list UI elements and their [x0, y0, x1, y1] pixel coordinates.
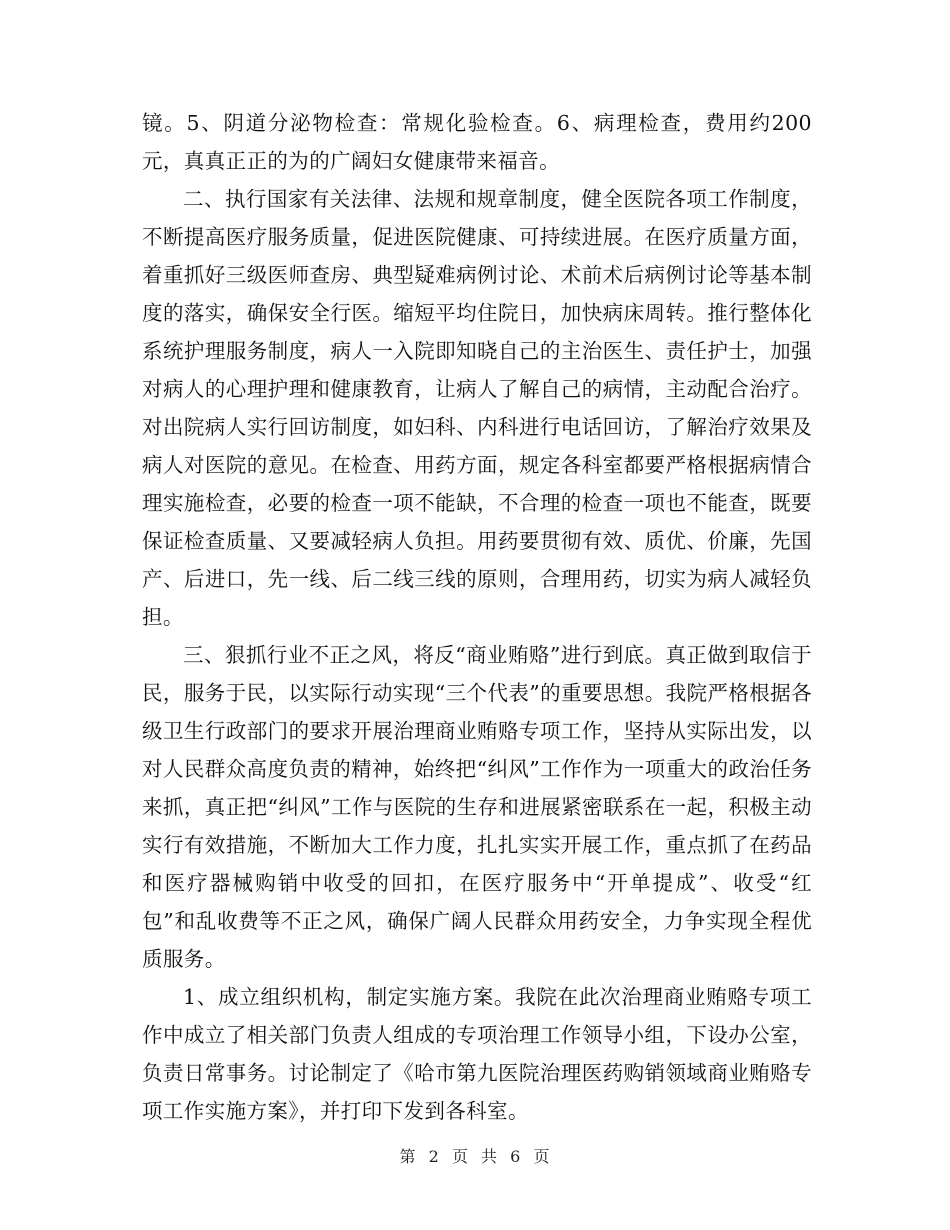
footer-page-label: 页	[451, 1147, 469, 1166]
footer-total-pages: 6	[510, 1147, 522, 1166]
footer-suffix: 页	[533, 1147, 551, 1166]
paragraph-4: 1、成立组织机构，制定实施方案。我院在此次治理商业贿赂专项工作中成立了相关部门负责人组成的专项治理工作领导小组，下设办公室，负责日常事务。讨论制定了《哈市第九医院治理医药购销领域商业贿赂专项工作实施方案》，并打印下发到各科室。	[142, 985, 812, 1123]
paragraph-1: 镜。5、阴道分泌物检查：常规化验检查。6、病理检查，费用约200元，真真正正的为的广阔妇女健康带来福音。	[142, 111, 812, 173]
paragraph-3: 三、狠抓行业不正之风，将反“商业贿赂”进行到底。真正做到取信于民，服务于民，以实际行动实现“三个代表”的重要思想。我院严格根据各级卫生行政部门的要求开展治理商业贿赂专项工作，坚持从实际出发，以对人民群众高度负责的精神，始终把“纠风”工作作为一项重大的政治任务来抓，真正把“纠风”工作与医院的生存和进展紧密联系在一起，积极主动实行有效措施，不断加大工作力度，扎扎实实开展工作，重点抓了在药品和医疗器械购销中收受的回扣，在医疗服务中“开单提成”、收受“红包”和乱收费等不正之风，确保广阔人民群众用药安全，力争实现全程优质服务。	[142, 643, 812, 971]
document-body	[142, 104, 812, 1130]
footer-page-number: 2	[428, 1147, 440, 1166]
page-footer	[0, 1147, 950, 1167]
paragraph-2: 二、执行国家有关法律、法规和规章制度，健全医院各项工作制度，不断提高医疗服务质量，促进医院健康、可持续进展。在医疗质量方面，着重抓好三级医师查房、典型疑难病例讨论、术前术后病例讨论等基本制度的落实，确保安全行医。缩短平均住院日，加快病床周转。推行整体化系统护理服务制度，病人一入院即知晓自己的主治医生、责任护士，加强对病人的心理护理和健康教育，让病人了解自己的病情，主动配合治疗。对出院病人实行回访制度，如妇科、内科进行电话回访，了解治疗效果及病人对医院的意见。在检查、用药方面，规定各科室都要严格根据病情合理实施检查，必要的检查一项不能缺，不合理的检查一项也不能查，既要保证检查质量、又要减轻病人负担。用药要贯彻有效、质优、价廉，先国产、后进口，先一线、后二线三线的原则，合理用药，切实为病人减轻负担。	[142, 187, 812, 629]
footer-total-label: 共	[481, 1147, 499, 1166]
footer-prefix: 第	[399, 1147, 417, 1166]
